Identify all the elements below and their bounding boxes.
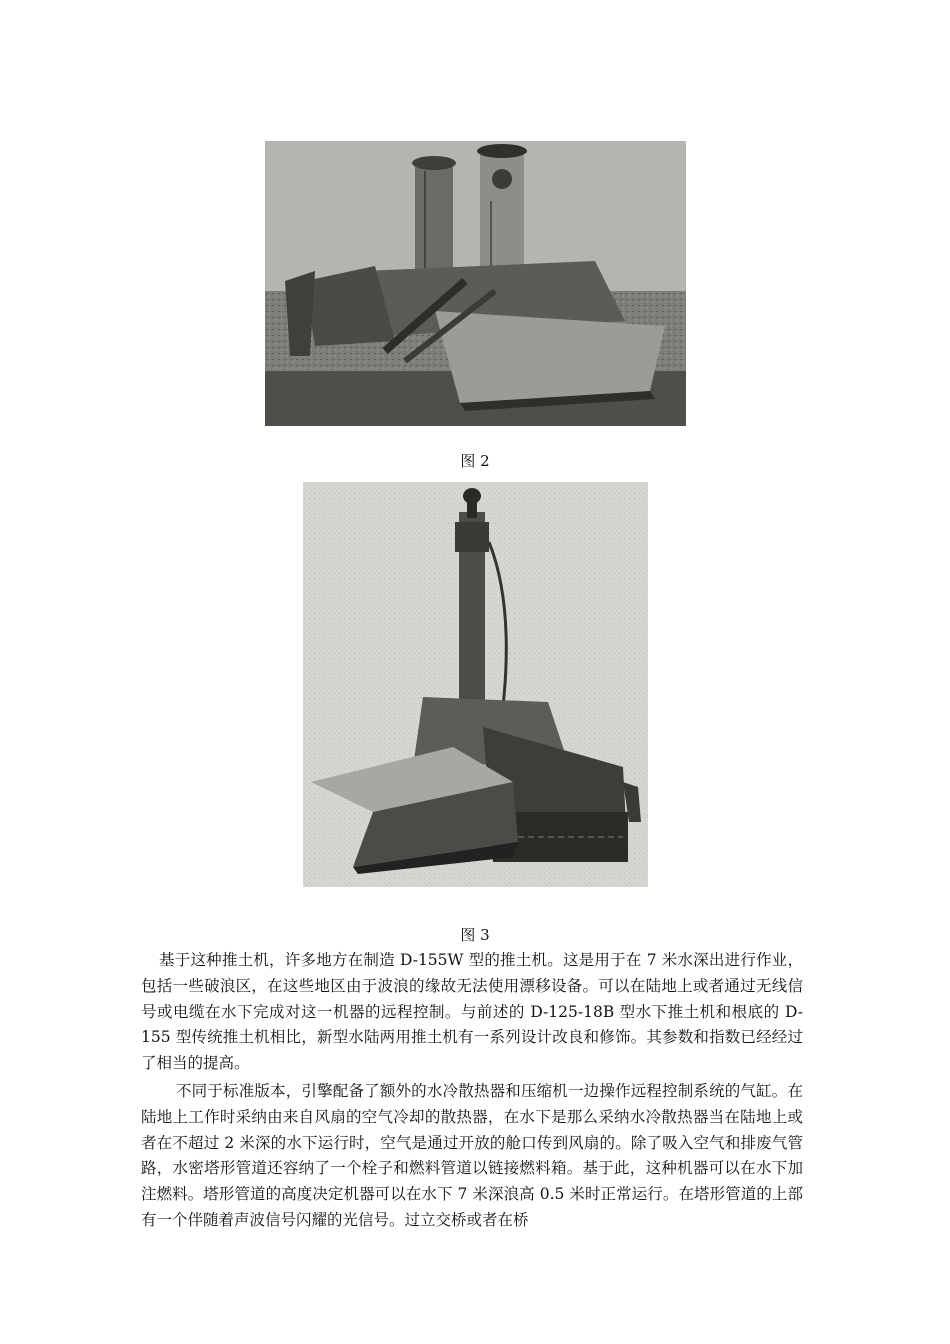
figure-3-photo [303,482,648,887]
paragraph-1: 基于这种推土机，许多地方在制造 D-155W 型的推土机。这是用于在 7 米水深出进行作业，包括一些破浪区，在这些地区由于波浪的缘故无法使用漂移设备。可以在陆地上或者通过无线信号或电缆在水下完成对这一机器的远程控制。与前述的 D-125-18B 型水下推土机和根底的 D-155 型传统推土机相比，新型水陆两用推土机有一系列设计改良和修饰。其参数和指数已经经过了相当的提高。 [141,951,803,1073]
figure-3-caption: 图 3 [460,926,490,944]
figure-2-caption: 图 2 [460,452,490,470]
figure-2-photo [265,141,686,426]
body-text [141,948,803,1234]
paragraph-2: 不同于标准版本，引擎配备了额外的水冷散热器和压缩机一边操作远程控制系统的气缸。在陆地上工作时采纳由来自风扇的空气冷却的散热器，在水下是那么采纳水冷散热器当在陆地上或者在不超过 2 米深的水下运行时，空气是通过开放的舱口传到风扇的。除了吸入空气和排废气管路，水密塔形管道还容纳了一个栓子和燃料管道以链接燃料箱。基于此，这种机器可以在水下加注燃料。塔形管道的高度决定机器可以在水下 7 米深浪高 0.5 米时正常运行。在塔形管道的上部有一个伴随着声波信号闪耀的光信号。过立交桥或者在桥 [141,1081,803,1229]
